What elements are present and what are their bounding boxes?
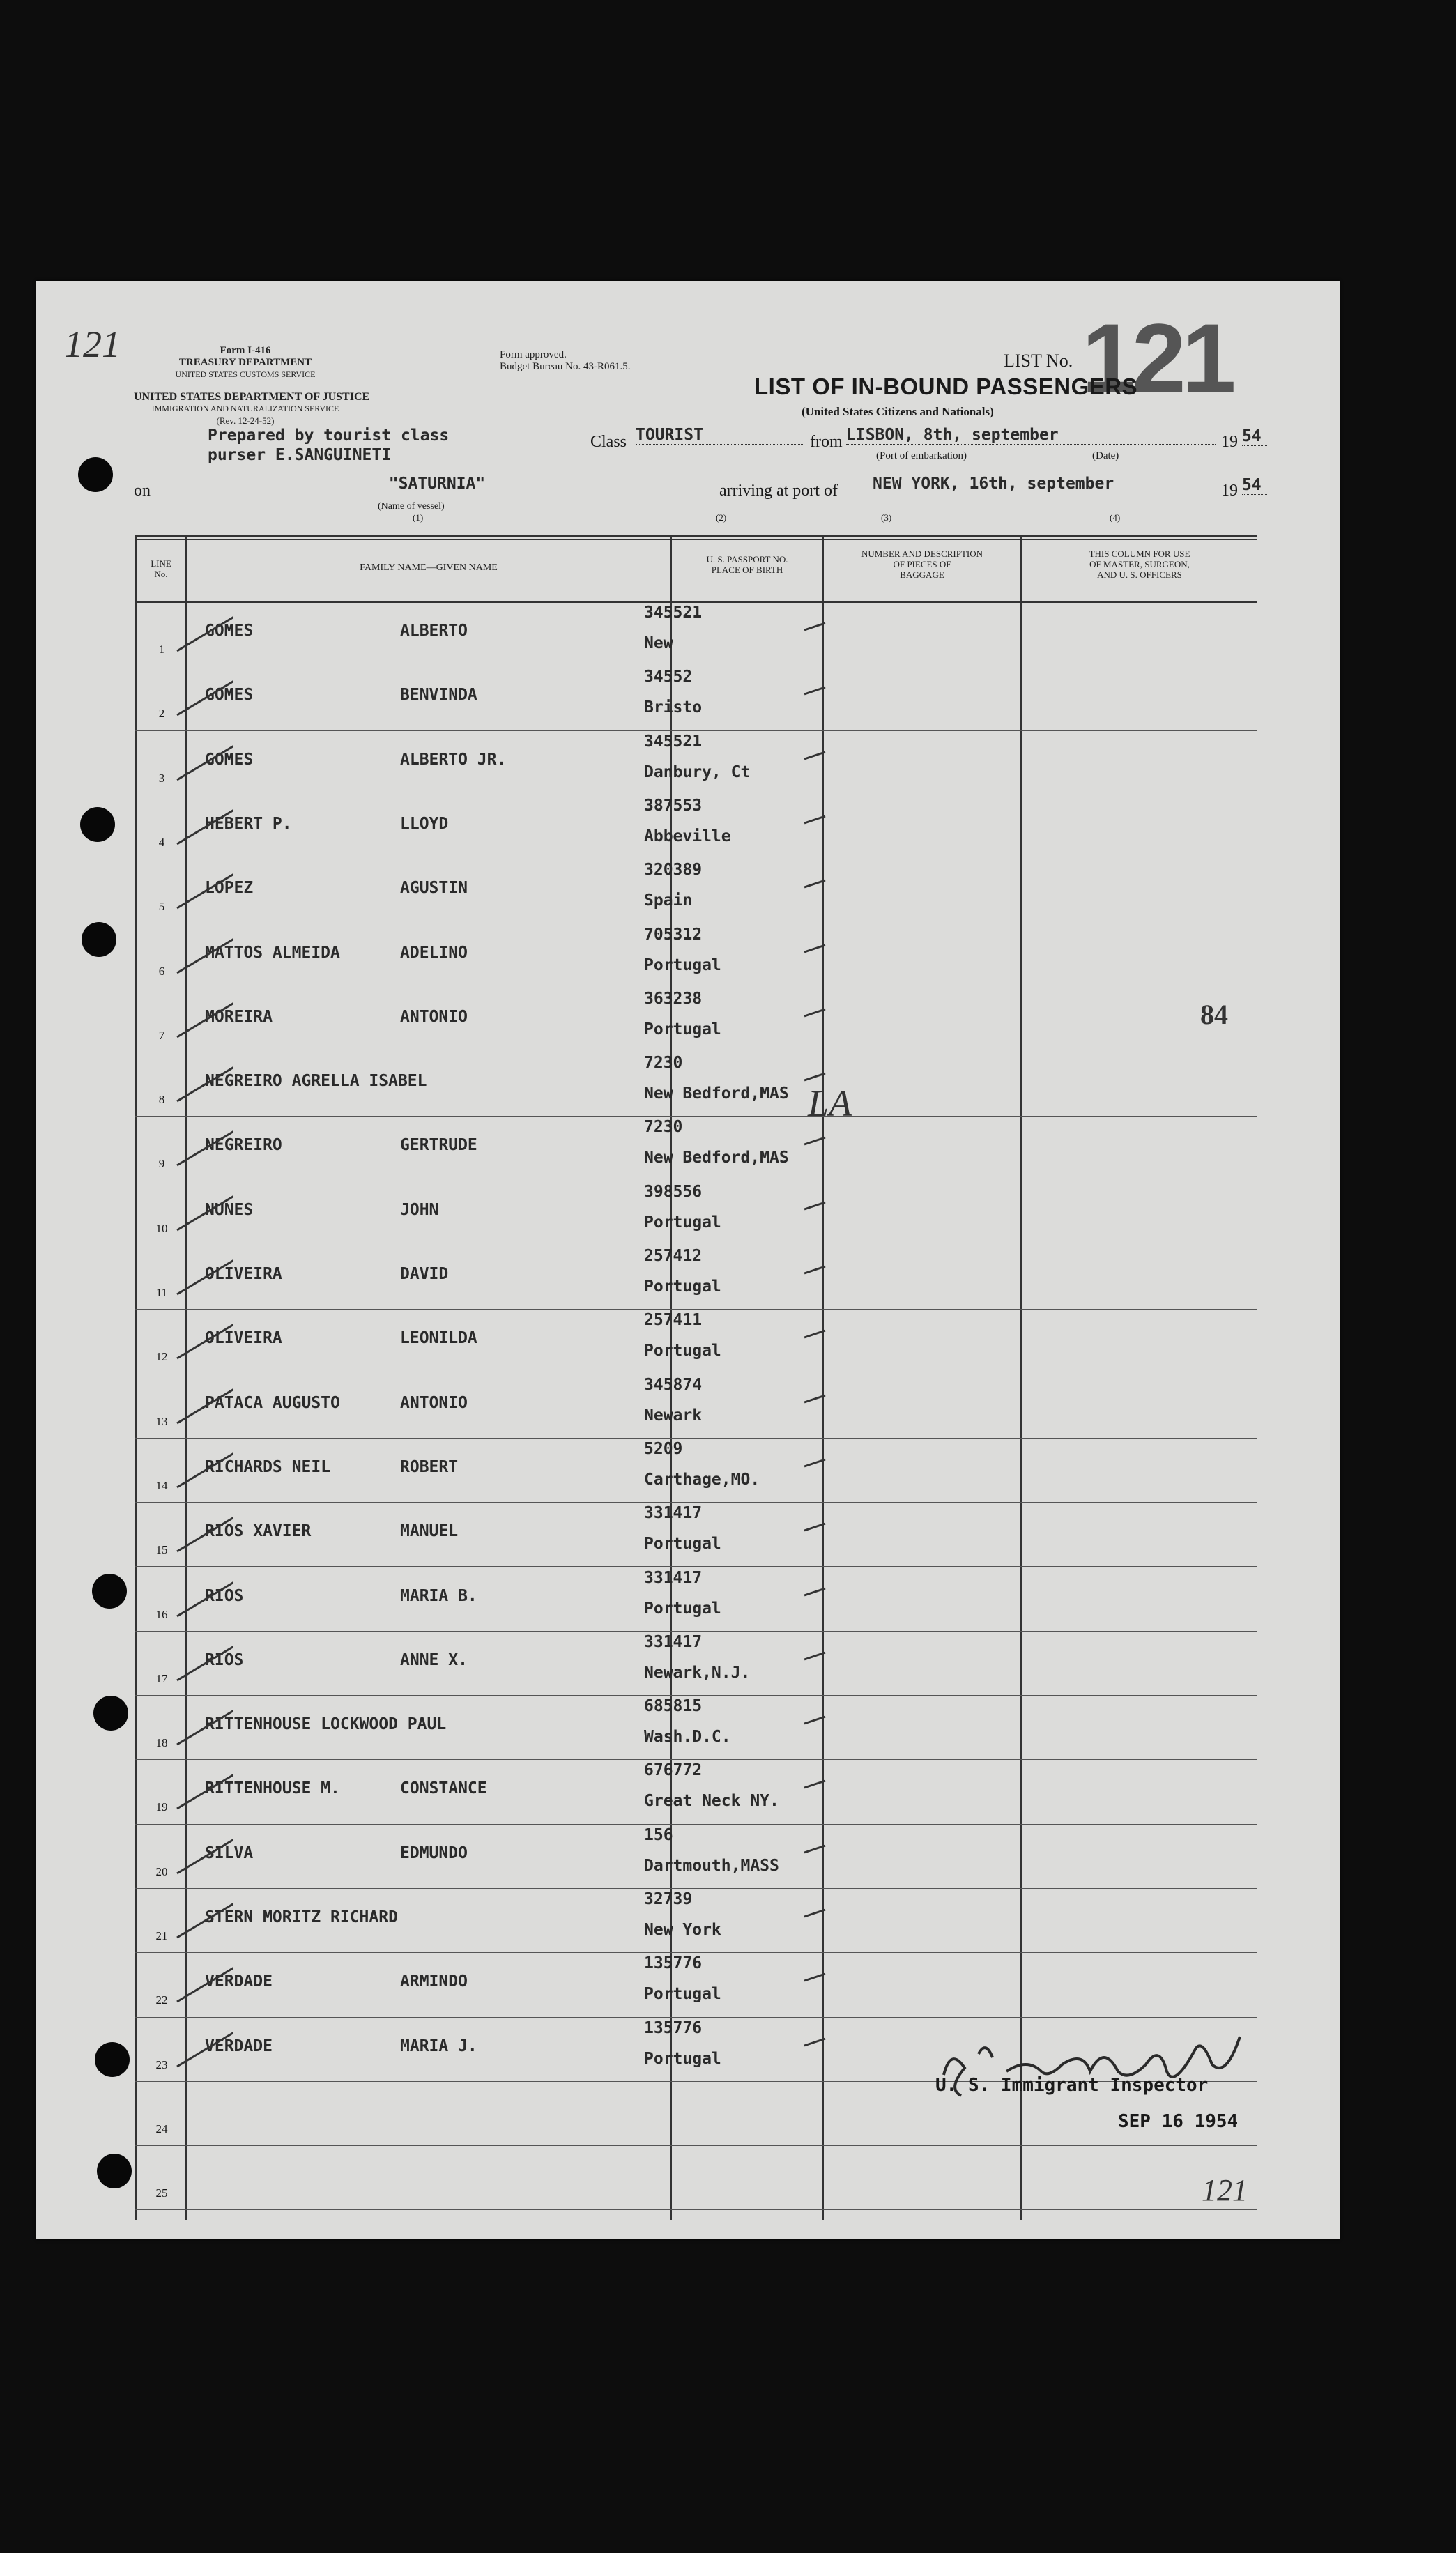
family-name: NUNES [205, 1200, 254, 1219]
passport-number: 345521 [644, 732, 703, 751]
header-passport-text: U. S. PASSPORT NO. [706, 554, 788, 565]
family-name: STERN MORITZ RICHARD [205, 1908, 398, 1926]
baggage-tick [797, 1953, 839, 1995]
arriving-label: arriving at port of [719, 482, 838, 500]
passport-number: 331417 [644, 1632, 703, 1651]
justice-label: UNITED STATES DEPARTMENT OF JUSTICE [134, 391, 370, 403]
header-officers-text-1: THIS COLUMN FOR USE [1089, 549, 1190, 559]
given-name: DAVID [400, 1265, 449, 1283]
baggage-tick [797, 859, 839, 901]
line-number: 17 [155, 1671, 168, 1685]
place-of-birth: Portugal [644, 1342, 721, 1360]
baggage-tick [797, 988, 839, 1030]
top-handwritten-number: 121 [64, 323, 121, 365]
place-of-birth: Portugal [644, 1020, 721, 1038]
table-row [135, 1825, 1257, 1889]
baggage-tick [797, 602, 839, 644]
given-name: MANUEL [400, 1522, 459, 1541]
check-mark [135, 859, 233, 923]
document-sheet [36, 281, 1340, 2239]
line-number: 7 [158, 1028, 165, 1042]
given-name: AGUSTIN [400, 879, 468, 898]
place-of-birth: Portugal [644, 1213, 721, 1232]
family-name: VERDADE [205, 1972, 273, 1991]
punch-hole [80, 807, 115, 842]
table-row [135, 1953, 1257, 2017]
page-title: LIST OF IN-BOUND PASSENGERS [754, 374, 1138, 399]
table-row [135, 859, 1257, 923]
baggage-tick [797, 1760, 839, 1802]
baggage-tick [797, 1181, 839, 1223]
place-of-birth: New Bedford,MAS [644, 1084, 789, 1103]
place-of-birth: Portugal [644, 1599, 721, 1618]
class-label: Class [590, 433, 627, 451]
passport-number: 705312 [644, 925, 703, 944]
family-name: RIOS XAVIER [205, 1522, 312, 1541]
place-of-birth: Great Neck NY. [644, 1792, 779, 1811]
baggage-tick [797, 1889, 839, 1931]
given-name: MARIA B. [400, 1586, 477, 1605]
family-name: HEBERT P. [205, 814, 292, 833]
given-name: LEONILDA [400, 1329, 477, 1348]
check-mark [135, 924, 233, 988]
family-name: GOMES [205, 622, 254, 640]
table-row [135, 602, 1257, 666]
check-mark [135, 1567, 233, 1632]
table-row [135, 1310, 1257, 1374]
line-number: 2 [158, 707, 165, 721]
given-name: JOHN [400, 1200, 439, 1219]
table-row [135, 1374, 1257, 1439]
given-name: EDMUNDO [400, 1843, 468, 1862]
line-number: 11 [155, 1286, 168, 1299]
justice-header [134, 391, 370, 427]
passport-number: 345874 [644, 1375, 703, 1394]
list-number-stamp: 121 [1082, 303, 1232, 413]
revision-label: (Rev. 12-24-52) [216, 415, 275, 426]
budget-label: Budget Bureau No. 43-R061.5. [500, 361, 631, 372]
check-mark [135, 602, 233, 666]
passport-number: 398556 [644, 1182, 703, 1201]
baggage-tick [797, 1245, 839, 1287]
check-mark [135, 1825, 233, 1889]
vessel-name: "SATURNIA" [162, 475, 712, 493]
table-row [135, 795, 1257, 859]
header-baggage [824, 549, 1020, 580]
line-number: 14 [155, 1478, 168, 1492]
header-baggage-text-2: OF PIECES OF [893, 559, 951, 569]
given-name: ANTONIO [400, 1393, 468, 1412]
given-name: BENVINDA [400, 686, 477, 705]
punch-hole [97, 2154, 132, 2188]
table-row [135, 924, 1257, 988]
line-number: 4 [158, 835, 165, 849]
passport-number: 331417 [644, 1568, 703, 1587]
header-no-text: No. [154, 569, 168, 579]
line-number: 21 [155, 1929, 168, 1942]
year-2: 54 [1242, 476, 1267, 495]
passport-number: 257411 [644, 1311, 703, 1330]
baggage-tick [797, 1439, 839, 1480]
baggage-tick [797, 731, 839, 773]
header-officers-text-3: AND U. S. OFFICERS [1097, 569, 1182, 580]
table-row [135, 1245, 1257, 1310]
bottom-handwritten-number: 121 [1202, 2173, 1248, 2207]
line-number: 12 [155, 1350, 168, 1364]
line-number: 15 [155, 1543, 168, 1557]
family-name: RIOS [205, 1650, 244, 1669]
line-number: 5 [158, 900, 165, 914]
line-number: 23 [155, 2057, 168, 2071]
line-number: 1 [158, 643, 165, 656]
family-name: LOPEZ [205, 879, 254, 898]
table-row [135, 1181, 1257, 1245]
list-number-label: LIST No. [1004, 351, 1073, 371]
passport-number: 135776 [644, 1954, 703, 1973]
check-mark [135, 666, 233, 730]
baggage-tick [797, 1696, 839, 1738]
place-of-birth: Newark [644, 1406, 703, 1425]
family-name: GOMES [205, 750, 254, 769]
place-of-birth: Portugal [644, 1278, 721, 1296]
check-mark [135, 1696, 233, 1760]
check-mark [135, 1889, 233, 1953]
place-of-birth: Portugal [644, 1985, 721, 2004]
check-mark [135, 1245, 233, 1310]
punch-hole [78, 457, 113, 492]
family-name: SILVA [205, 1843, 254, 1862]
place-of-birth: Abbeville [644, 827, 731, 845]
inspector-stamp-date: SEP 16 1954 [1118, 2111, 1239, 2132]
check-mark [135, 1374, 233, 1439]
table-row [135, 1567, 1257, 1632]
family-name: MATTOS ALMEIDA [205, 943, 340, 962]
inspector-title: U. S. Immigrant Inspector [935, 2075, 1209, 2096]
col-num-2: (2) [716, 512, 727, 523]
check-mark [135, 731, 233, 795]
check-mark [135, 1181, 233, 1245]
given-name: CONSTANCE [400, 1779, 487, 1798]
baggage-tick [797, 1632, 839, 1673]
family-name: VERDADE [205, 2037, 273, 2055]
check-mark [135, 1117, 233, 1181]
prepared-by [208, 426, 449, 465]
table-row [135, 731, 1257, 795]
treasury-label: TREASURY DEPARTMENT [178, 357, 312, 368]
place-of-birth: Portugal [644, 956, 721, 974]
line-number: 20 [155, 1864, 168, 1878]
date-note: (Date) [1092, 450, 1119, 461]
line-number: 24 [155, 2122, 168, 2136]
approval-block [500, 349, 630, 373]
given-name: ROBERT [400, 1457, 459, 1476]
passport-number: 320389 [644, 861, 703, 880]
check-mark [135, 1310, 233, 1374]
table-top-rule [135, 535, 1257, 537]
passport-number: 676772 [644, 1761, 703, 1780]
place-of-birth: New York [644, 1921, 721, 1939]
line-number: 13 [155, 1414, 168, 1428]
check-mark [135, 795, 233, 859]
passport-number: 7230 [644, 1118, 683, 1137]
baggage-tick [797, 666, 839, 708]
check-mark [135, 1439, 233, 1503]
header-officers-text-2: OF MASTER, SURGEON, [1089, 559, 1190, 569]
place-of-birth: Carthage,MO. [644, 1470, 760, 1489]
page-subtitle: (United States Citizens and Nationals) [802, 405, 994, 418]
table-row [135, 1052, 1257, 1117]
passport-number: 363238 [644, 989, 703, 1008]
place-of-birth: Portugal [644, 2049, 721, 2068]
table-row [135, 2146, 1257, 2210]
given-name: ARMINDO [400, 1972, 468, 1991]
year-1: 54 [1242, 427, 1267, 446]
row3-annotation: 84 [1200, 999, 1228, 1030]
line-number: 25 [155, 2186, 168, 2200]
on-label: on [134, 482, 151, 500]
check-mark [135, 1503, 233, 1567]
line-number: 9 [158, 1157, 165, 1171]
arriving-value: NEW YORK, 16th, september [873, 475, 1216, 493]
class-value: TOURIST [636, 426, 803, 445]
col-num-4: (4) [1110, 512, 1121, 523]
from-label: from [810, 433, 843, 451]
place-of-birth: Bristo [644, 698, 703, 717]
line-number: 18 [155, 1736, 168, 1750]
line-number: 10 [155, 1221, 168, 1235]
family-name: RITTENHOUSE LOCKWOOD PAUL [205, 1715, 447, 1734]
check-mark [135, 1632, 233, 1696]
baggage-tick [797, 1567, 839, 1609]
header-birth-text: PLACE OF BIRTH [711, 565, 783, 575]
customs-label: UNITED STATES CUSTOMS SERVICE [175, 369, 316, 379]
place-of-birth: Newark,N.J. [644, 1663, 751, 1682]
table-row [135, 1760, 1257, 1824]
punch-hole [82, 922, 116, 957]
passport-number: 156 [644, 1825, 673, 1844]
inspector-signature [930, 2033, 1278, 2110]
table-top-rule-2 [135, 539, 1257, 540]
place-of-birth: Spain [644, 891, 693, 910]
given-name: MARIA J. [400, 2037, 477, 2055]
punch-hole [93, 1696, 128, 1731]
given-name: ANTONIO [400, 1007, 468, 1026]
header-line-no [137, 558, 185, 579]
row4-annotation: LA [808, 1082, 852, 1124]
line-number: 22 [155, 1993, 168, 2007]
passport-number: 7230 [644, 1054, 683, 1073]
punch-hole [92, 1574, 127, 1609]
table-row [135, 1696, 1257, 1760]
check-mark [135, 2018, 233, 2082]
table-row [135, 1889, 1257, 1953]
passport-number: 32739 [644, 1890, 693, 1908]
line-number: 6 [158, 964, 165, 978]
approved-label: Form approved. [500, 349, 567, 360]
header-baggage-text-3: BAGGAGE [900, 569, 944, 580]
col-num-3: (3) [881, 512, 892, 523]
table-row [135, 1503, 1257, 1567]
family-name: RIOS [205, 1586, 244, 1605]
header-name: FAMILY NAME—GIVEN NAME [360, 562, 498, 573]
baggage-tick [797, 1503, 839, 1544]
table-row [135, 1439, 1257, 1503]
baggage-tick [797, 1825, 839, 1866]
check-mark [135, 988, 233, 1052]
check-mark [135, 1052, 233, 1117]
given-name: ALBERTO [400, 622, 468, 640]
row-rule [135, 2209, 1257, 2210]
family-name: RITTENHOUSE M. [205, 1779, 340, 1798]
place-of-birth: Portugal [644, 1535, 721, 1554]
family-name: PATACA AUGUSTO [205, 1393, 340, 1412]
ins-label: IMMIGRATION AND NATURALIZATION SERVICE [151, 404, 339, 413]
table-row [135, 988, 1257, 1052]
given-name: GERTRUDE [400, 1136, 477, 1155]
from-value: LISBON, 8th, september [846, 426, 1216, 445]
header-officers [1022, 549, 1257, 580]
given-name: LLOYD [400, 814, 449, 833]
check-mark [135, 1953, 233, 2017]
place-of-birth: Wash.D.C. [644, 1728, 731, 1747]
family-name: GOMES [205, 686, 254, 705]
passport-number: 387553 [644, 796, 703, 815]
table-row [135, 666, 1257, 730]
col-num-1: (1) [413, 512, 424, 523]
form-header [148, 345, 343, 381]
table-row [135, 1117, 1257, 1181]
place-of-birth: New [644, 634, 673, 652]
baggage-tick [797, 795, 839, 837]
embarkation-note: (Port of embarkation) [876, 450, 967, 461]
form-number: Form I-416 [220, 345, 271, 356]
place-of-birth: Danbury, Ct [644, 762, 751, 781]
check-mark [135, 1760, 233, 1824]
line-number: 3 [158, 771, 165, 785]
passport-number: 34552 [644, 668, 693, 687]
passport-number: 5209 [644, 1439, 683, 1458]
given-name: ANNE X. [400, 1650, 468, 1669]
line-number: 16 [155, 1607, 168, 1621]
given-name: ALBERTO JR. [400, 750, 507, 769]
header-baggage-text-1: NUMBER AND DESCRIPTION [861, 549, 983, 559]
place-of-birth: Dartmouth,MASS [644, 1856, 779, 1875]
passport-number: 257412 [644, 1247, 703, 1265]
passport-number: 135776 [644, 2018, 703, 2037]
line-number: 8 [158, 1093, 165, 1107]
passport-number: 331417 [644, 1504, 703, 1523]
passport-number: 685815 [644, 1697, 703, 1716]
prepared-line-1: Prepared by tourist class [208, 427, 450, 445]
given-name: ADELINO [400, 943, 468, 962]
family-name: RICHARDS NEIL [205, 1457, 331, 1476]
header-passport [672, 554, 822, 575]
family-name: OLIVEIRA [205, 1265, 282, 1283]
baggage-tick [797, 924, 839, 966]
passport-number: 345521 [644, 604, 703, 622]
family-name: NEGREIRO AGRELLA ISABEL [205, 1072, 427, 1091]
family-name: OLIVEIRA [205, 1329, 282, 1348]
table-row [135, 1632, 1257, 1696]
family-name: NEGREIRO [205, 1136, 282, 1155]
prepared-line-2: purser E.SANGUINETI [208, 446, 392, 464]
baggage-tick [797, 1310, 839, 1351]
place-of-birth: New Bedford,MAS [644, 1149, 789, 1167]
baggage-tick [797, 1374, 839, 1416]
baggage-tick [797, 2018, 839, 2060]
header-line-text: LINE [151, 558, 171, 569]
vessel-note: (Name of vessel) [378, 501, 445, 512]
line-number: 19 [155, 1800, 168, 1814]
punch-hole [95, 2042, 130, 2077]
passenger-table [135, 535, 1257, 2220]
family-name: MOREIRA [205, 1007, 273, 1026]
year-prefix: 19 [1221, 433, 1238, 451]
year-prefix-2: 19 [1221, 482, 1238, 500]
